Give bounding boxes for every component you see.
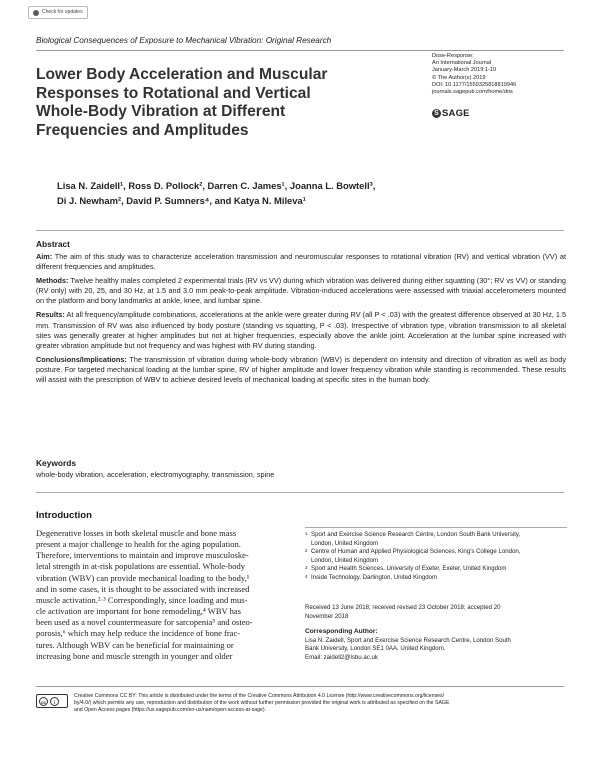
text-line: increasing bone and muscle strength in younger and older — [36, 650, 233, 661]
sage-icon: S — [432, 109, 441, 118]
affiliation-number: 3 — [305, 565, 308, 571]
affiliations — [305, 531, 567, 583]
author-list — [57, 179, 375, 208]
affiliation-line: London, United Kingdom — [311, 539, 379, 547]
affiliation-number: 1 — [305, 531, 308, 536]
text-line: vibration (WBV) can provide mechanical loading to the body,¹ — [36, 572, 250, 583]
text-line: cle activation are important for bone remodeling,⁴ WBV has — [36, 606, 241, 617]
license-line: and Open Access pages (https://us.sagepub.com/en-us/nam/open-access-at-sage). — [74, 707, 267, 713]
received-line: Received 13 June 2018; received revised 23 October 2018; accepted 20 — [305, 604, 501, 611]
corresponding-author — [305, 628, 567, 662]
text-line: porosis,⁶ which may help reduce the incidence of bone frac- — [36, 628, 241, 639]
creative-commons-icon[interactable] — [36, 694, 68, 708]
author-line: Di J. Newham², David P. Sumners⁴, and Katya N. Mileva¹ — [57, 194, 306, 206]
text-line: been used as a novel countermeasure for sarcopenia⁵ and osteo- — [36, 617, 253, 628]
affiliation-number: 4 — [305, 573, 308, 579]
license-text — [74, 693, 569, 714]
journal-info — [432, 53, 582, 96]
update-icon — [33, 10, 39, 16]
affiliation-item — [305, 548, 567, 565]
abstract-label: Results: — [36, 310, 65, 320]
abstract-text: The aim of this study was to characterize acceleration transmission and neuromuscular responses to rotational vibration (RV) and vertical vibration (VV) at different frequencies and amplitudes. — [36, 252, 566, 272]
affiliation-line: Sport and Exercise Science Research Centre, London South Bank University, — [311, 531, 521, 538]
journal-name: Dose-Response: — [432, 53, 474, 59]
received-dates — [305, 604, 567, 621]
received-line: November 2018 — [305, 612, 349, 620]
by-icon: i — [50, 697, 59, 706]
running-head: Biological Consequences of Exposure to Mechanical Vibration: Original Research — [36, 36, 332, 45]
affiliation-line: Sport and Health Sciences, University of Exeter, Exeter, United Kingdom — [311, 565, 507, 573]
abstract-heading: Abstract — [36, 239, 70, 249]
abstract-label: Aim: — [36, 252, 53, 261]
introduction-heading: Introduction — [36, 510, 92, 521]
keywords-list: whole-body vibration, acceleration, electromyography, transmission, spine — [36, 470, 275, 479]
affiliation-item — [305, 565, 567, 574]
sage-logo — [432, 108, 470, 119]
affiliation-line: Centre of Human and Applied Physiological Sciences, King's College London, — [311, 548, 521, 556]
abstract-body — [36, 252, 566, 389]
footer-divider — [36, 686, 564, 687]
abstract-bottom-divider — [36, 492, 564, 493]
title-line: Lower Body Acceleration and Muscular — [36, 66, 328, 83]
header-divider — [36, 50, 564, 51]
introduction-body — [36, 528, 294, 662]
journal-url-link[interactable]: journals.sagepub.com/home/dos — [432, 89, 513, 96]
abstract-text: The transmission of vibration during whole-body vibration (WBV) is dependent on intensity and direction of vibration as well as body posture. For targeted mechanical loading at the lumbar spine, RV of higher amplitude and lower frequency vibration while standing is recommended. These results will assist with the prescription of WBV to achieve desired levels of mechanical loading at specific sites in the human body. — [36, 354, 566, 385]
affiliation-number: 2 — [305, 548, 308, 554]
abstract-conclusions — [36, 355, 566, 385]
text-line: tures. Although WBV can be beneficial for maintaining or — [36, 639, 234, 650]
publisher-name: SAGE — [442, 108, 470, 119]
text-line: and in some cases, it is thought to be associated with increased — [36, 583, 250, 594]
abstract-aim — [36, 252, 566, 272]
copyright: © The Author(s) 2019 — [432, 74, 486, 81]
keywords-heading: Keywords — [36, 458, 77, 468]
cc-icon: cc — [39, 697, 48, 706]
text-line: muscle activation.²·³ Correspondingly, since loading and mus- — [36, 594, 248, 605]
affiliation-item — [305, 531, 567, 548]
text-line: Degenerative losses in both skeletal muscle and bone mass — [36, 528, 237, 538]
author-line: Lisa N. Zaidell¹, Ross D. Pollock², Darren C. James¹, Joanna L. Bowtell³, — [57, 180, 376, 191]
affiliations-divider — [305, 527, 567, 528]
title-line: Frequencies and Amplitudes — [36, 121, 249, 139]
affiliation-line: Inside Technology, Darlington, United Kingdom — [311, 573, 438, 581]
corresponding-line: Lisa N. Zaidell, Sport and Exercise Science Research Centre, London South — [305, 636, 511, 644]
journal-subtitle: An International Journal — [432, 60, 492, 67]
corresponding-line: Bank University, London SE1 0AA, United Kingdom. — [305, 645, 446, 653]
title-line: Responses to Rotational and Vertical — [36, 84, 311, 102]
abstract-results — [36, 310, 566, 350]
license-line: by/4.0/) which permits any use, reproduction and distribution of the work without further permission provided the original work is attributed as specified on the SAGE — [74, 700, 450, 706]
title-line: Whole-Body Vibration at Different — [36, 103, 286, 120]
check-for-updates-label: Check for updates — [42, 9, 83, 15]
text-line: Therefore, interventions to maintain and improve musculoske- — [36, 550, 249, 561]
corresponding-heading: Corresponding Author: — [305, 628, 378, 635]
abstract-methods — [36, 276, 566, 306]
check-for-updates-badge[interactable] — [28, 6, 88, 19]
article-title — [36, 66, 396, 140]
abstract-text: Twelve healthy males completed 2 experimental trials (RV vs VV) during which vibration was delivered during either squatting (30°; RV vs VV) or standing (RV only) with 20, 25, and 30 Hz, at 1.5 and 3.0 mm peak-to-peak amplitude. Vibration-induced accelerations were assessed with triaxial accelerometers mounted on the platform and bony landmarks at ankle, knee, and lumbar spine. — [36, 276, 566, 306]
text-line: letal strength in at-risk populations are essential. Whole-body — [36, 561, 245, 572]
affiliation-item — [305, 574, 567, 583]
abstract-text: At all frequency/amplitude combinations, accelerations at the ankle were greater during RV (all P < .03) with the greatest difference observed at 30 Hz, 1.5 mm. Transmission of RV was also influenced by body posture (standing vs squatting, P < .03). Irrespective of vibration type, vibration transmission to all skeletal sites was generally greater at higher amplitudes but not at higher frequencies, especially above the ankle joint. Acceleration at the lumbar spine increased with greater vibration amplitude but not frequency and was highest with RV during standing. — [36, 310, 567, 350]
text-line: present a major challenge to health for the aging population. — [36, 539, 241, 550]
doi-link[interactable]: DOI: 10.1177/1559325818819946 — [432, 81, 517, 88]
affiliation-line: London, United Kingdom — [311, 556, 379, 564]
corresponding-email[interactable]: Email: zaidell2@lsbu.ac.uk — [305, 653, 378, 661]
journal-issue: January-March 2019:1-10 — [432, 67, 497, 74]
license-line: Creative Commons CC BY: This article is distributed under the terms of the Creative Commons Attribution 4.0 License (http://www.creativecommons.org/licenses/ — [74, 693, 445, 699]
abstract-label: Conclusions/Implications: — [36, 354, 127, 364]
abstract-label: Methods: — [36, 276, 69, 286]
abstract-top-divider — [36, 230, 564, 231]
